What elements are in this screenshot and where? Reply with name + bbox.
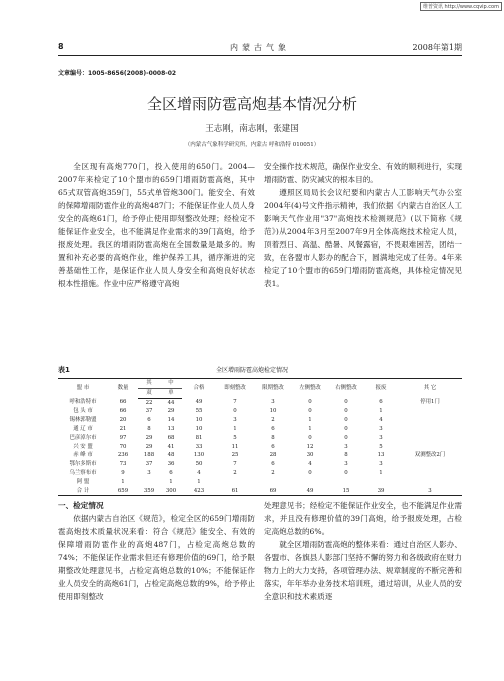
table-cell: 4: [379, 417, 383, 424]
table-cell: 1: [308, 425, 312, 432]
table-cell: 双测整改2门: [414, 452, 446, 459]
table-row: [58, 469, 462, 478]
table-cell: 7: [233, 461, 237, 468]
table-cell: 6: [147, 417, 151, 424]
table-cell: 41: [167, 443, 175, 450]
table-row: [58, 487, 462, 496]
table-label: 表1: [58, 366, 70, 374]
table-cell: 48: [167, 452, 175, 459]
table-cell: 25: [231, 452, 239, 459]
body-paragraph: 遵照区局局长会议纪要和内蒙古人工影响天气办公室2004年(4)号文件指示精神，我们依据《内蒙古自治区人工影响天气作业用"37"高炮技术检测规范》(以下简称《规范》)从2004年3月至2007年9月全体高炮技术检定人员，顶着烈日、高温、酷暑、风餐露宿，不畏艰难困苦，团结一致，在各盟市人影办的配合下，圆满地完成了任务。4年来检定了10个盟市的659门增雨防雹高炮，具体检定情况见表1。: [264, 188, 462, 288]
table-cell: 14: [167, 417, 175, 424]
table-cell: 3: [379, 461, 383, 468]
table-cell: [398, 407, 462, 416]
table-cell: 61: [216, 487, 254, 496]
table-cell: 2: [233, 469, 237, 476]
table-cell: 13: [167, 425, 175, 432]
table-cell: 37: [145, 461, 153, 468]
table-title: 全区增雨防雹高炮检定情况: [215, 367, 288, 374]
table-cell: 8: [344, 452, 348, 459]
body-column-right-bottom: [264, 499, 462, 603]
table-cell: [398, 416, 462, 425]
table-cell: 2: [271, 469, 275, 476]
table-cell: 39: [364, 487, 398, 496]
table-cell: [398, 425, 462, 434]
table-cell: 10: [195, 425, 203, 432]
table-cell: [364, 478, 398, 487]
body-paragraph: 安全操作技术规范，确保作业安全、有效的顺利进行，实现增雨防雹、防灾减灾的根本目的。: [264, 162, 462, 184]
table-cell: 66: [119, 408, 127, 415]
table-header: 其: [138, 379, 160, 389]
table-cell: 5: [233, 434, 237, 441]
table-row-label: 巴彦淖尔市: [69, 434, 97, 441]
table-cell: 3: [344, 443, 348, 450]
body-paragraph: 就全区增雨防雹高炮的整体来看：通过自治区人影办、各盟市、各旗县人影部门坚持不懈的努力和各级政府在财力物力上的大力支持，各项管理办法、规章制度的不断完善和落实，年年举办业务技术培训班，通过培训，从业人员的安全意识和技术素质逐: [264, 540, 462, 601]
table-cell: 0: [308, 469, 312, 476]
table-cell: 97: [119, 434, 127, 441]
table-subheader: 单: [160, 388, 182, 398]
table-cell: 10: [195, 417, 203, 424]
table-cell: 423: [182, 487, 216, 496]
table-header: 中: [160, 379, 182, 389]
page-header: [58, 42, 462, 56]
table-row: [58, 460, 462, 469]
affiliation: （内蒙古气象科学研究所，内蒙古 呼和浩特 010051）: [184, 142, 320, 148]
table-cell: 0: [344, 469, 348, 476]
table-cell: 12: [306, 443, 314, 450]
table-row: [58, 407, 462, 416]
table-row: [58, 451, 462, 460]
table-cell: 15: [328, 487, 364, 496]
table-cell: 44: [167, 399, 175, 406]
table-cell: 0: [308, 408, 312, 415]
authors: 王志刚，南志刚，张建国: [205, 124, 299, 134]
table-cell: 29: [145, 434, 153, 441]
table-cell: 69: [254, 487, 292, 496]
body-column-right-top: [264, 160, 462, 290]
table-cell: 3: [379, 434, 383, 441]
table-cell: 68: [167, 434, 175, 441]
table-cell: 22: [145, 399, 153, 406]
body-paragraph: 依据内蒙古自治区《规范》，检定全区的659门增雨防雹高炮技术质量状况来看：符合《规范》能安全、有效的保障增雨防雹作业的高炮487门，占检定高炮总数的74%；不能保证作业需求但还有修理价值的69门，给予限期整改处理意见书，占检定高炮总数的10%；不能保证作业人员安全的高炮61门，占检定高炮总数的9%，给予停止使用即刻整改: [58, 514, 255, 601]
table-header: 合格: [182, 379, 216, 399]
table-row-label: 乌兰察布市: [69, 469, 97, 476]
table-row-label: 合 计: [58, 487, 108, 496]
table-cell: 37: [145, 408, 153, 415]
table-row: [58, 398, 462, 407]
body-paragraph: 处理意见书；经检定不能保证作业安全，也不能满足作业需求，并且没有修理价值的39门高炮，给予报废处理，占检定高炮总数的6%。: [264, 501, 462, 536]
body-column-left-top: [58, 160, 255, 290]
table-row: [58, 478, 462, 487]
table-cell: 0: [344, 417, 348, 424]
table-cell: [398, 469, 462, 478]
table-cell: 10: [269, 408, 277, 415]
table-cell: 1: [379, 469, 383, 476]
table-cell: 1: [197, 478, 201, 485]
table-subheader: 双: [138, 388, 160, 398]
table-cell: [398, 443, 462, 452]
table-cell: 50: [195, 461, 203, 468]
table-cell: 0: [344, 434, 348, 441]
table-row-label: 呼和浩特市: [69, 399, 97, 406]
table-cell: [398, 434, 462, 443]
table-cell: 6: [271, 461, 275, 468]
table-cell: 0: [344, 425, 348, 432]
table-header: 即刻整改: [216, 379, 254, 399]
article-number: 文章编号：1005-8656(2008)-0008-02: [58, 70, 177, 77]
table-cell: 81: [195, 434, 203, 441]
table-cell: 3: [271, 399, 275, 406]
table-cell: 3: [398, 487, 462, 496]
table-cell: 28: [269, 452, 277, 459]
table-cell: 130: [193, 452, 205, 459]
inspection-table: [58, 378, 462, 496]
table-cell: [254, 478, 292, 487]
table-cell: [398, 460, 462, 469]
table-cell: 33: [195, 443, 203, 450]
table-cell: [398, 478, 462, 487]
table-cell: 30: [306, 452, 314, 459]
journal-name: 内蒙古气象: [230, 43, 290, 52]
table-header: 数量: [108, 379, 138, 399]
table-cell: 4: [197, 469, 201, 476]
table-row-label: 通 辽 市: [73, 425, 93, 432]
table-row-label: 兴 安 盟: [73, 443, 93, 450]
table-header: 其 它: [398, 379, 462, 399]
table-cell: 36: [167, 461, 175, 468]
table-row: [58, 425, 462, 434]
table-cell: 停用1门: [420, 399, 440, 406]
table-cell: 0: [344, 408, 348, 415]
table-cell: [216, 478, 254, 487]
table-cell: 9: [121, 469, 125, 476]
table-cell: 2: [271, 417, 275, 424]
table-cell: 1: [169, 478, 173, 485]
table-row-label: 赤 峰 市: [73, 452, 93, 459]
table-cell: 300: [160, 487, 182, 496]
table-cell: 66: [119, 399, 127, 406]
table-cell: 6: [169, 469, 173, 476]
table-row: [58, 443, 462, 452]
table-cell: 1: [308, 417, 312, 424]
table-cell: 29: [167, 408, 175, 415]
table-cell: [292, 478, 328, 487]
table-cell: 1: [121, 478, 125, 485]
section-heading: 一、检定情况: [58, 501, 104, 510]
table-cell: 6: [271, 425, 275, 432]
table-cell: 236: [117, 452, 129, 459]
table-cell: 3: [379, 425, 383, 432]
table-cell: 29: [145, 443, 153, 450]
article-title: 全区增雨防雹高炮基本情况分析: [146, 95, 357, 113]
table-cell: 7: [233, 399, 237, 406]
table-cell: 188: [143, 452, 155, 459]
table-row: [58, 416, 462, 425]
table-cell: 13: [377, 452, 385, 459]
body-paragraph: 全区现有高炮770门，投入使用的650门。2004—2007年来检定了10个盟市的659门增雨防雹高炮，其中65式双管高炮359门，55式单管炮300门。能安全、有效的保障增雨防雹作业的高炮487门；不能保证作业人员人身安全的高炮61门，给予停止使用即刻整改处理；经检定不能保证作业安全，也不能满足作业需求的39门高炮，给予报废处理。我区的增雨防雹高炮在全国数量是最多的。购置和补充必要的高炮作业，维护保养工具，循序渐进的完善基础性工作，是保证作业人员人身安全和高炮良好状态根本性措施。作业中应严格遵守高炮: [58, 162, 255, 288]
table-cell: 0: [344, 399, 348, 406]
issue-label: 2008年第1期: [412, 43, 462, 52]
table-cell: [138, 478, 160, 487]
table-cell: 4: [308, 461, 312, 468]
table-cell: 0: [308, 399, 312, 406]
table-cell: 55: [195, 408, 203, 415]
table-header: 左侧整改: [292, 379, 328, 399]
table-cell: 8: [147, 425, 151, 432]
table-row-label: 鄂尔多斯市: [69, 461, 97, 468]
table-cell: 3: [147, 469, 151, 476]
table-row-label: 阿 盟: [76, 478, 90, 485]
table-cell: 11: [231, 443, 239, 450]
table-cell: 3: [344, 461, 348, 468]
page-number: 8: [58, 42, 64, 51]
table-cell: 8: [271, 434, 275, 441]
body-column-left-bottom: [58, 499, 255, 603]
table-cell: 659: [108, 487, 138, 496]
table-header: 报废: [364, 379, 398, 399]
table-header: 右侧整改: [328, 379, 364, 399]
table-row: [58, 434, 462, 443]
table-cell: 6: [379, 399, 383, 406]
table-cell: 49: [195, 399, 203, 406]
table-header: 盟 市: [58, 379, 108, 399]
table-row-label: 包 头 市: [73, 408, 93, 415]
table-cell: 3: [233, 417, 237, 424]
table-cell: 49: [292, 487, 328, 496]
watermark: 维普资讯 http://www.cqvip.com: [420, 2, 502, 11]
table-cell: [328, 478, 364, 487]
table-cell: 0: [233, 408, 237, 415]
table-cell: 0: [308, 434, 312, 441]
table-cell: 359: [138, 487, 160, 496]
table-cell: 6: [271, 443, 275, 450]
table-row-label: 锡林郭勒盟: [69, 417, 97, 424]
table-cell: 21: [119, 425, 127, 432]
table-cell: 73: [119, 461, 127, 468]
table-cell: 20: [119, 417, 127, 424]
table-cell: 1: [233, 425, 237, 432]
table-header: 限期整改: [254, 379, 292, 399]
table-cell: 1: [379, 408, 383, 415]
table-cell: 5: [379, 443, 383, 450]
table-cell: 70: [119, 443, 127, 450]
